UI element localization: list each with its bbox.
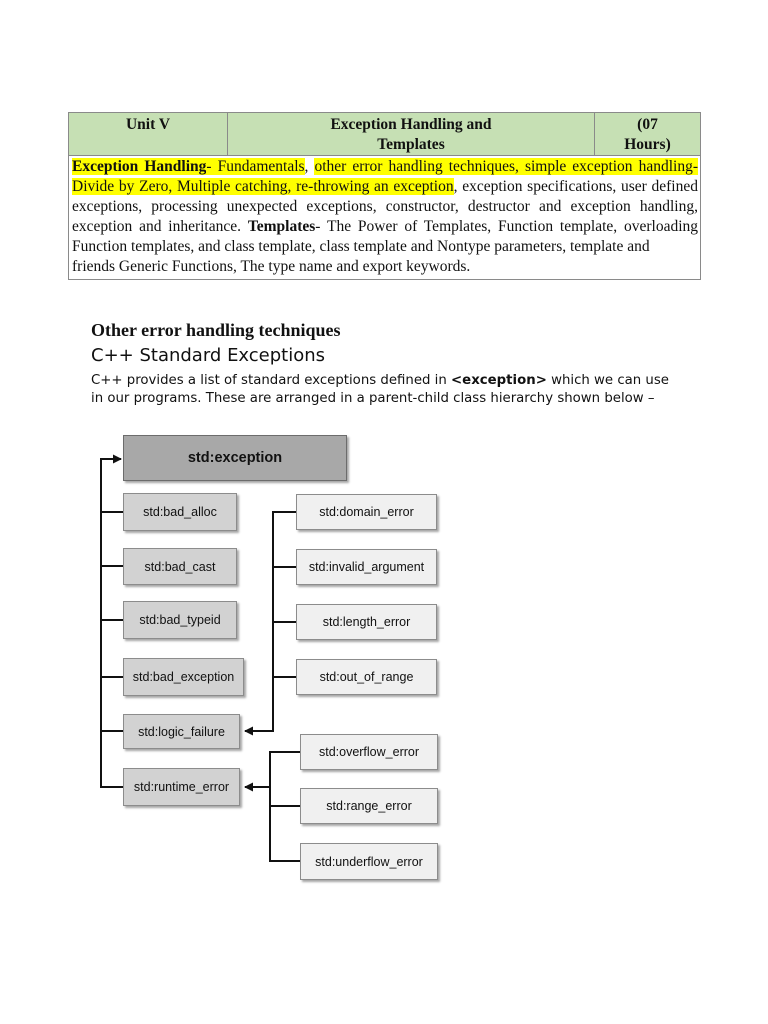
templates-label: Templates <box>247 218 316 235</box>
node-bad-cast: std:bad_cast <box>123 548 237 585</box>
section-heading: Other error handling techniques <box>91 320 341 340</box>
node-range-error: std:range_error <box>300 788 438 824</box>
intro-after: which we can use in our programs. These are arranged in a parent-child class hierarchy shown below – <box>91 373 669 406</box>
exception-handling-label: Exception Handling <box>72 158 207 175</box>
hours-line1: (07 <box>637 116 658 133</box>
node-domain-error: std:domain_error <box>296 494 437 530</box>
node-std-exception: std:exception <box>123 435 347 481</box>
node-logic-failure: std:logic_failure <box>123 714 240 749</box>
node-bad-exception: std:bad_exception <box>123 658 244 696</box>
content-fundamentals: Fundamentals <box>217 158 305 175</box>
hours-line2: Hours) <box>624 136 671 153</box>
content-plain2: - The Power of Templates, Function template, overloading Function templates, and class template, class template and Nontype parameters, template and <box>72 218 699 255</box>
unit-title-line1: Exception Handling and <box>330 116 492 133</box>
content-comma: , <box>304 158 315 175</box>
node-out-of-range: std:out_of_range <box>296 659 437 695</box>
root-trunk-line <box>101 459 123 787</box>
intro-before: C++ provides a list of standard exceptions defined in <box>91 373 452 388</box>
content-plain1: , exception specifications, user defined exceptions, processing unexpected exceptions, constructor, destructor and exception handling, exception and inheritance. <box>72 178 698 235</box>
content-plain3: friends Generic Functions, The type name and export keywords. <box>72 258 471 275</box>
node-bad-alloc: std:bad_alloc <box>123 493 237 531</box>
unit-label: Unit V <box>125 116 171 133</box>
subheading: C++ Standard Exceptions <box>91 345 326 366</box>
node-invalid-argument: std:invalid_argument <box>296 549 437 585</box>
content-highlight: other error handling techniques, simple exception handling- Divide by Zero, Multiple catching, re-throwing an exception <box>72 158 698 195</box>
content-dash: - <box>206 158 218 175</box>
node-overflow-error: std:overflow_error <box>300 734 438 770</box>
node-bad-typeid: std:bad_typeid <box>123 601 237 639</box>
intro-keyword: <exception> <box>451 373 547 388</box>
node-length-error: std:length_error <box>296 604 437 640</box>
node-underflow-error: std:underflow_error <box>300 843 438 880</box>
unit-title-line2: Templates <box>377 136 445 153</box>
node-runtime-error: std:runtime_error <box>123 768 240 806</box>
